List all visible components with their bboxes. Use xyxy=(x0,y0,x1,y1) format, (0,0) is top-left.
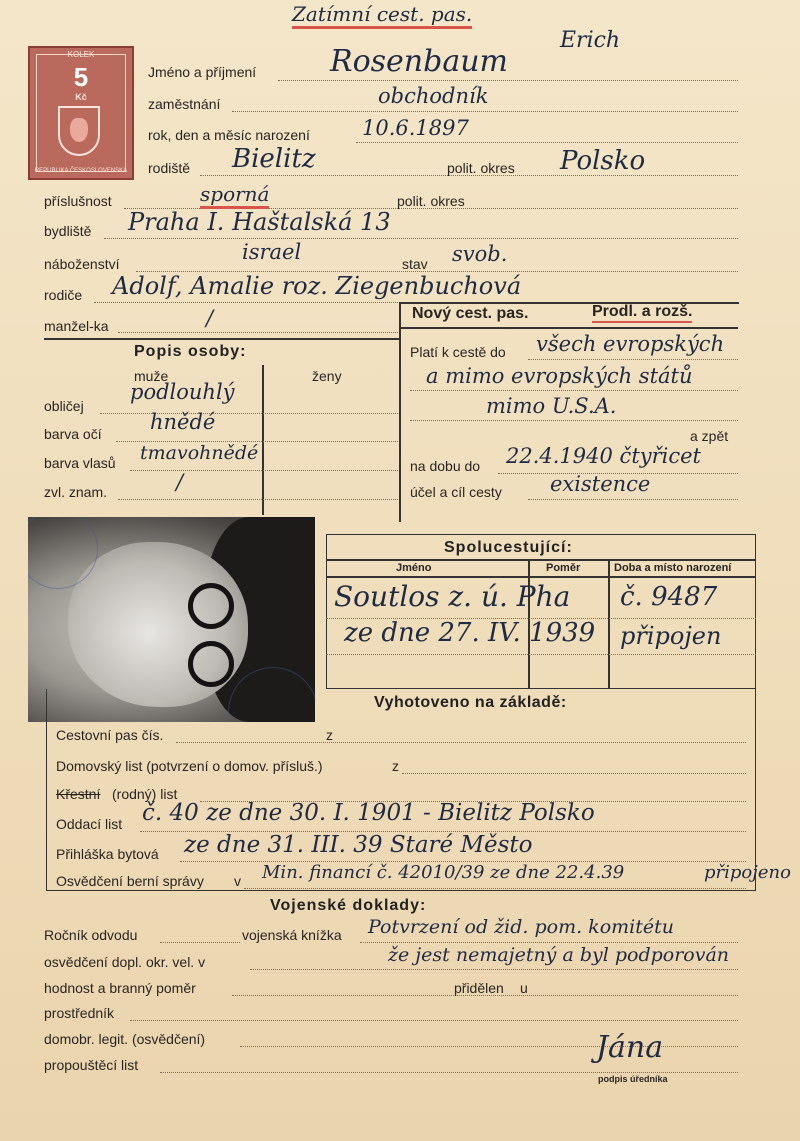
occupation-label: zaměstnání xyxy=(148,96,221,112)
tax-label: Osvědčení berní správy xyxy=(56,873,204,889)
valid-line-1 xyxy=(528,359,738,360)
stamp-republic-text: REPUBLIKA ČESKOSLOVENSKÁ xyxy=(34,168,128,174)
birth-label: rok, den a měsíc narození xyxy=(148,127,310,143)
mil-book-line xyxy=(360,942,738,943)
description-men-header: muže xyxy=(134,368,169,384)
basis-title: Vyhotoveno na základě: xyxy=(374,694,567,711)
face-line xyxy=(100,413,398,414)
marriage-label: Oddací list xyxy=(56,816,123,832)
spouse-label: manžel-ka xyxy=(44,318,109,334)
intermediary-label: prostředník xyxy=(44,1005,115,1021)
cert-value: že jest nemajetný a byl podporován xyxy=(388,944,730,966)
valid-line-3 xyxy=(410,420,738,421)
name-line xyxy=(278,80,738,81)
military-title: Vojenské doklady: xyxy=(270,897,427,914)
marks-value: / xyxy=(176,470,184,494)
signature-label: podpis úředníka xyxy=(598,1074,668,1084)
description-column-divider xyxy=(262,365,264,515)
registration-label: Přihláška bytová xyxy=(56,846,159,862)
companion-row2-note: připojen xyxy=(620,622,722,650)
mil-book-label: vojenská knížka xyxy=(242,927,342,943)
valid-label: Platí k cestě do xyxy=(410,344,506,360)
purpose-value: existence xyxy=(550,472,651,496)
district1-value: Polsko xyxy=(560,146,646,176)
description-title: Popis osoby: xyxy=(134,343,247,360)
legion-line xyxy=(240,1046,738,1047)
birthplace-label: rodiště xyxy=(148,160,191,176)
lion-emblem-icon xyxy=(58,106,100,156)
residence-line xyxy=(104,238,738,239)
period-value: 22.4.1940 čtyřicet xyxy=(506,444,701,468)
valid-value-3: mimo U.S.A. xyxy=(486,394,617,418)
companions-col-divider-2 xyxy=(608,559,610,689)
intermediary-line xyxy=(130,1020,738,1021)
status-value: svob. xyxy=(452,242,508,266)
birth-cert-label: (rodný) list xyxy=(112,786,178,802)
residence-label: bydliště xyxy=(44,223,92,239)
companion-row2-value: ze dne 27. IV. 1939 xyxy=(344,618,596,648)
year-line xyxy=(160,942,240,943)
religion-value: israel xyxy=(242,240,302,264)
assigned-u: u xyxy=(520,980,528,996)
citizenship-label: příslušnost xyxy=(44,193,112,209)
companions-name-header: Jméno xyxy=(396,562,432,574)
birth-line xyxy=(356,142,738,143)
renewal-label: Prodl. a rozš. xyxy=(592,303,692,323)
baptism-struck-word: Křestní xyxy=(56,786,101,802)
companions-title-line xyxy=(326,559,756,561)
companions-birth-header: Doba a místo narození xyxy=(614,562,732,574)
companions-header-line xyxy=(326,576,756,578)
description-top-line xyxy=(44,338,400,340)
new-passport-label: Nový cest. pas. xyxy=(412,305,529,322)
status-label: stav xyxy=(402,256,428,272)
domicile-line xyxy=(402,773,746,774)
year-label: Ročník odvodu xyxy=(44,927,138,943)
religion-label: náboženství xyxy=(44,256,120,272)
companion-row1-number: č. 9487 xyxy=(620,582,718,612)
companion-row1-value: Soutlos z. ú. Pha xyxy=(334,580,571,613)
tax-line xyxy=(244,888,746,889)
registration-value: ze dne 31. III. 39 Staré Město xyxy=(184,832,533,858)
face-label: obličej xyxy=(44,398,84,414)
hair-line xyxy=(130,470,398,471)
eyes-label: barva očí xyxy=(44,426,102,442)
passport-header-line xyxy=(400,327,738,329)
discharge-line xyxy=(160,1072,738,1073)
valid-value-1: všech evropských xyxy=(536,332,725,356)
revenue-stamp xyxy=(28,46,134,180)
surname-value: Rosenbaum xyxy=(330,44,508,79)
tax-v: v xyxy=(234,873,241,889)
description-women-header: ženy xyxy=(312,368,342,384)
residence-value: Praha I. Haštalská 13 xyxy=(128,208,391,236)
domicile-label: Domovský list (potvrzení o domov. přísluš.) xyxy=(56,758,323,774)
parents-value: Adolf, Amalie roz. Ziegenbuchová xyxy=(112,272,522,300)
tax-note: připojeno xyxy=(704,862,791,883)
official-signature: Jána xyxy=(596,1030,664,1065)
district2-label: polit. okres xyxy=(397,193,465,209)
cert-label: osvědčení dopl. okr. vel. v xyxy=(44,954,206,970)
cert-line xyxy=(250,969,738,970)
discharge-label: propouštěcí list xyxy=(44,1057,139,1073)
hair-value: tmavohnědé xyxy=(140,442,259,464)
purpose-line xyxy=(528,499,738,500)
name-label: Jméno a příjmení xyxy=(148,64,257,80)
legion-label: domobr. legit. (osvědčení) xyxy=(44,1031,206,1047)
valid-value-2: a mimo evropských států xyxy=(426,364,693,388)
stamp-currency: Kč xyxy=(75,92,87,102)
district1-label: polit. okres xyxy=(447,160,515,176)
right-box-border xyxy=(399,302,401,522)
mil-book-value: Potvrzení od žid. pom. komitétu xyxy=(368,916,674,938)
and-back-label: a zpět xyxy=(690,428,729,444)
occupation-line xyxy=(232,111,738,112)
marriage-value: č. 40 ze dne 30. I. 1901 - Bielitz Polsko xyxy=(142,800,595,826)
spouse-line xyxy=(118,332,398,333)
marks-label: zvl. znam. xyxy=(44,484,108,500)
birth-value: 10.6.1897 xyxy=(362,116,469,140)
spouse-value: / xyxy=(206,306,214,330)
birthplace-value: Bielitz xyxy=(232,144,316,174)
marks-line xyxy=(118,499,398,500)
hair-label: barva vlasů xyxy=(44,455,116,471)
eyes-value: hnědé xyxy=(150,410,216,434)
document-title: Zatímní cest. pas. xyxy=(292,2,472,29)
rank-label: hodnost a branný poměr xyxy=(44,980,196,996)
parents-label: rodiče xyxy=(44,287,83,303)
basis-passport-line xyxy=(176,742,746,743)
domicile-z: z xyxy=(392,758,399,774)
assigned-label: přidělen xyxy=(454,980,504,996)
stamp-value: 5 xyxy=(73,62,89,92)
purpose-label: účel a cíl cesty xyxy=(410,484,502,500)
companions-relation-header: Poměr xyxy=(546,562,581,574)
occupation-value: obchodník xyxy=(378,84,489,108)
companions-row-line-2 xyxy=(326,654,756,655)
firstname-value: Erich xyxy=(560,28,621,53)
valid-line-2 xyxy=(410,390,738,391)
companions-title: Spolucestující: xyxy=(444,539,573,556)
face-value: podlouhlý xyxy=(130,380,235,404)
basis-passport-label: Cestovní pas čís. xyxy=(56,727,164,743)
period-label: na dobu do xyxy=(410,458,481,474)
stamp-kolek-label: KOLEK xyxy=(67,50,95,59)
basis-passport-z: z xyxy=(326,727,333,743)
tax-value: Min. financí č. 42010/39 ze dne 22.4.39 xyxy=(262,862,625,883)
citizenship-value: sporná xyxy=(200,182,269,209)
